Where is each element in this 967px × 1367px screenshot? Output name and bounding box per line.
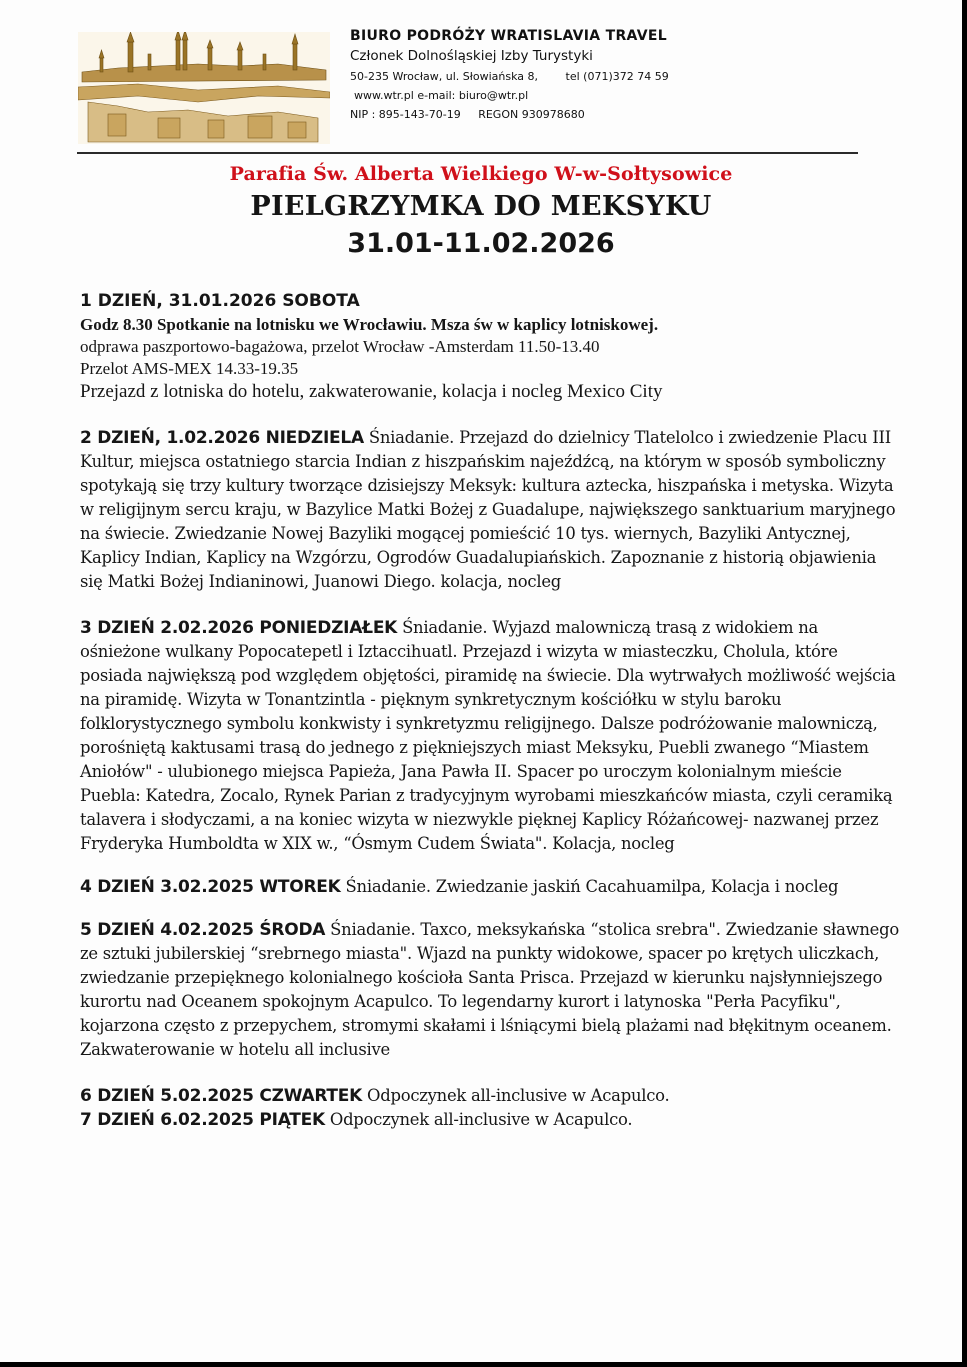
day-description: Śniadanie. Wyjazd malowniczą trasą z widokiem na ośnieżone wulkany Popocatepetl i Iztaccihuatl. Przejazd i wizyta w miasteczku, Cholula, które posiada największą pod względem objętości, piramidę na świecie. Dla wytrwałych możliwość wejścia na piramidę. Wizyta w Tonantzintla - pięknym synkretycznym kościółku w stylu baroku folklorystycznego symbolu konkwisty i synkretyzmu religijnego. Dalsze podróżowanie malowniczą, porośniętą kaktusami trasą do jednego z piękniejszych miast Meksyku, Puebli zwanego “Miastem Aniołów" - ulubionego miejsca Papieża, Jana Pawła II. Spacer po uroczym kolonialnym mieście Puebla: Katedra, Zocalo, Rynek Parian z tradycyjnym wyrobami mieszkańców miasta, czyli ceramiką talavera i słodyczami, a na koniec wizyta w niezwykle pięknej Kaplicy Różańcowej- nazwanej przez Fryderyka Humboldta w XIX w., “Ósmym Cudem Świata". Kolacja, nocleg [80, 618, 896, 853]
company-phone: tel (071)372 74 59 [565, 70, 669, 83]
scan-edge-right [962, 0, 967, 1367]
letterhead [78, 22, 868, 147]
parish-name: Parafia Św. Alberta Wielkiego W-w-Sołtysowice [229, 163, 733, 185]
company-regon: REGON 930978680 [478, 108, 585, 121]
itinerary-day-2 [80, 426, 900, 594]
company-tax-line [350, 105, 669, 124]
itinerary-day-3 [80, 616, 900, 856]
day-description: Śniadanie. Taxco, meksykańska “stolica srebra". Zwiedzanie sławnego ze sztuki jubilerskiej “srebrnego miasta". Wjazd na punkty widokowe, spacer po krętych uliczkach, zwiedzanie przepięknego kolonialnego kościoła Santa Prisca. Przejazd w kierunku najsłynniejszego kurortu nad Oceanem spokojnym Acapulco. To legendarny kurort i latynoska "Perła Pacyfiku", kojarzona często z przepychem, stromymi skałami i lśniącymi bielą plażami nad błękitnym oceanem. Zakwaterowanie w hotelu all inclusive [80, 920, 899, 1059]
itinerary-day-5 [80, 918, 900, 1062]
day-transfer-line: Przejazd z lotniska do hotelu, zakwaterowanie, kolacja i nocleg Mexico City [80, 381, 663, 402]
company-name: BIURO PODRÓŻY WRATISLAVIA TRAVEL [350, 28, 667, 44]
company-info [350, 26, 669, 124]
day-flight-line-2: Przelot AMS-MEX 14.33-19.35 [80, 359, 299, 378]
company-address-line [350, 67, 669, 86]
company-membership: Członek Dolnośląskiej Izby Turystyki [350, 48, 593, 64]
day-heading: 2 DZIEŃ, 1.02.2026 NIEDZIELA [80, 428, 364, 448]
day-description: Odpoczynek all-inclusive w Acapulco. [362, 1086, 670, 1105]
itinerary-day-7 [80, 1108, 900, 1132]
itinerary-day-4 [80, 875, 900, 899]
day-heading: 6 DZIEŃ 5.02.2025 CZWARTEK [80, 1086, 363, 1106]
scan-edge-bottom [0, 1362, 967, 1367]
day-heading: 1 DZIEŃ, 31.01.2026 SOBOTA [80, 291, 360, 311]
letterhead-divider [77, 152, 858, 154]
day-heading: 4 DZIEŃ 3.02.2025 WTOREK [80, 877, 341, 897]
day-description: Śniadanie. Zwiedzanie jaskiń Cacahuamilpa, Kolacja i nocleg [340, 877, 839, 896]
day-heading: 7 DZIEŃ 6.02.2025 PIĄTEK [80, 1110, 325, 1130]
itinerary-day-6 [80, 1084, 900, 1108]
day-description: Odpoczynek all-inclusive w Acapulco. [324, 1110, 633, 1129]
day-meeting-line: Godz 8.30 Spotkanie na lotnisku we Wrocławiu. Msza św w kaplicy lotniskowej. [80, 315, 659, 334]
day-description: Śniadanie. Przejazd do dzielnicy Tlatelolco i zwiedzenie Placu III Kultur, miejsca ostatniego starcia Indian z hiszpańskim najeźdźcą, na którym w sposób symboliczny spotykają się trzy kultury tworzące dzisiejszy Meksyk: kultura aztecka, hiszpańska i metyska. Wizyta w religijnym sercu kraju, w Bazylice Matki Bożej z Guadalupe, największego sanktuarium maryjnego na świecie. Zwiedzanie Nowej Bazyliki mogącej pomieścić 10 tys. wiernych, Bazyliki Antycznej, Kaplicy Indian, Kaplicy na Wzgórzu, Ogrodów Guadalupiańskich. Zapoznanie z historią objawienia się Matki Bożej Indianinowi, Juanowi Diego. kolacja, nocleg [80, 428, 896, 591]
itinerary [80, 289, 900, 1132]
trip-date-range: 31.01-11.02.2026 [347, 228, 615, 259]
itinerary-day-1 [80, 289, 900, 404]
document-title: PIELGRZYMKA DO MEKSYKU [250, 191, 712, 222]
day-heading: 5 DZIEŃ 4.02.2025 ŚRODA [80, 920, 326, 940]
wroclaw-panorama-logo-icon [78, 32, 330, 144]
company-address: 50-235 Wrocław, ul. Słowiańska 8, [350, 70, 539, 83]
day-flight-line: odprawa paszportowo-bagażowa, przelot Wrocław -Amsterdam 11.50-13.40 [80, 337, 600, 356]
day-heading: 3 DZIEŃ 2.02.2026 PONIEDZIAŁEK [80, 618, 398, 638]
company-nip: NIP : 895-143-70-19 [350, 108, 461, 121]
company-web-line: www.wtr.pl e-mail: biuro@wtr.pl [354, 89, 529, 102]
